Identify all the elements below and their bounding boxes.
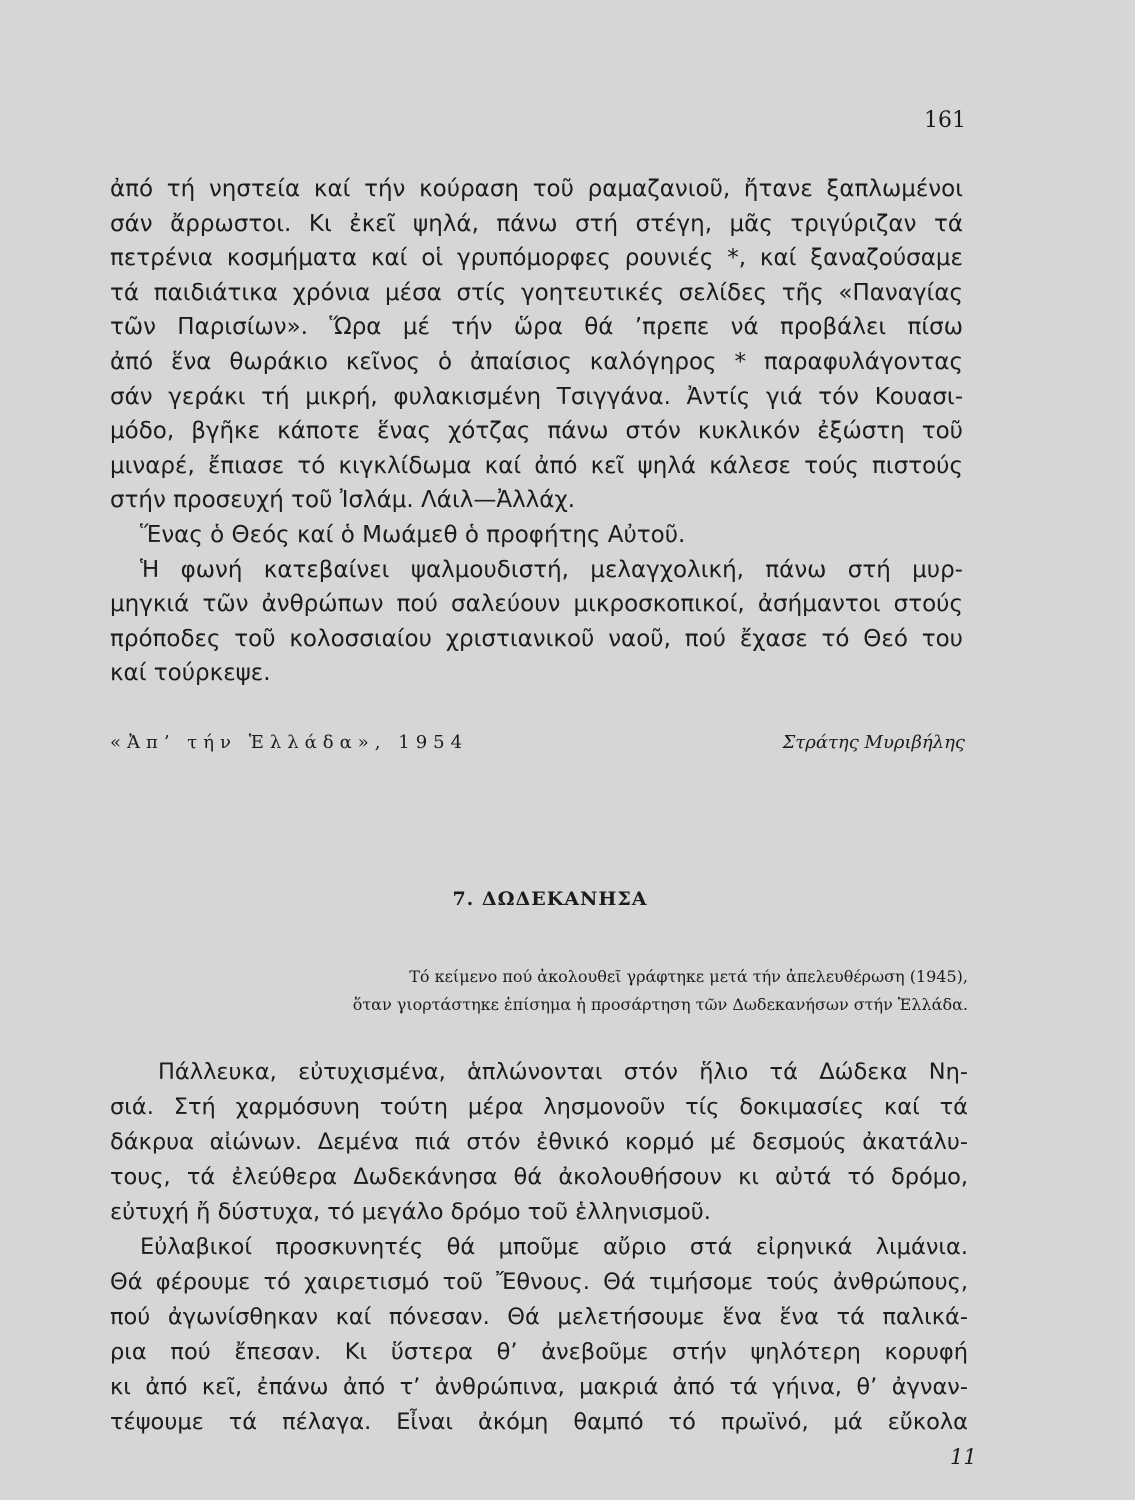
text-line: Θά φέρουμε τό χαιρετισμό τοῦ Ἔθνους. Θά τιμήσομε τούς ἀνθρώπους, (110, 1269, 968, 1295)
source-author: Στράτης Μυριβήλης (782, 732, 965, 753)
text-line: Πάλλευκα, εὐτυχισμένα, ἁπλώνονται στόν ἥλιο τά Δώδεκα Νη- (158, 1059, 968, 1085)
text-line: μόδο, βγῆκε κάποτε ἕνας χότζας πάνω στόν κυκλικόν ἐξώστη τοῦ (110, 418, 963, 445)
text-line: ἀπό ἕνα θωράκιο κεῖνος ὁ ἀπαίσιος καλόγηρος * παραφυλάγοντας (110, 348, 963, 375)
text-line: μιναρέ, ἔπιασε τό κιγκλίδωμα καί ἀπό κεῖ ψηλά κάλεσε τούς πιστούς (110, 452, 963, 479)
text-line: σάν γεράκι τή μικρή, φυλακισμένη Τσιγγάνα. Ἀντίς γιά τόν Κουασι- (110, 383, 963, 410)
text-line: ἀπό τή νηστεία καί τήν κούραση τοῦ ραμαζανιοῦ, ἤτανε ξαπλωμένοι (110, 176, 963, 202)
text-line: καί τούρκεψε. (110, 660, 271, 687)
intro-line: Τό κείμενο πού ἀκολουθεῖ γράφτηκε μετά τήν ἀπελευθέρωση (1945), (409, 967, 968, 986)
text-line: μηγκιά τῶν ἀνθρώπων πού σαλεύουν μικροσκοπικοί, ἀσήμαντοι στούς (110, 591, 963, 618)
text-line: πρόποδες τοῦ κολοσσιαίου χριστιανικοῦ ναοῦ, πού ἔχασε τό Θεό του (110, 625, 963, 652)
text-line: σάν ἄρρωστοι. Κι ἐκεῖ ψηλά, πάνω στή στέγη, μᾶς τριγύριζαν τά (110, 210, 963, 237)
section-title: 7. ΔΩΔΕΚΑΝΗΣΑ (452, 888, 648, 910)
text-line: δάκρυα αἰώνων. Δεμένα πιά στόν ἐθνικό κορμό μέ δεσμούς ἀκατάλυ- (110, 1129, 968, 1155)
text-line: τέψουμε τά πέλαγα. Εἶναι ἀκόμη θαμπό τό πρωϊνό, μά εὔκολα (110, 1409, 968, 1435)
text-line: πού ἀγωνίσθηκαν καί πόνεσαν. Θά μελετήσουμε ἕνα ἕνα τά παλικά- (110, 1304, 968, 1330)
text-line: ρια πού ἔπεσαν. Κι ὕστερα θ’ ἀνεβοῦμε στήν ψηλότερη κορυφή (110, 1339, 968, 1365)
text-line: εὐτυχή ἤ δύστυχα, τό μεγάλο δρόμο τοῦ ἑλληνισμοῦ. (110, 1199, 711, 1225)
text-line: τά παιδιάτικα χρόνια μέσα στίς γοητευτικές σελίδες τῆς «Παναγίας (110, 279, 963, 306)
text-line: κι ἀπό κεῖ, ἐπάνω ἀπό τ’ ἀνθρώπινα, μακριά ἀπό τά γήινα, θ’ ἀγναν- (110, 1374, 968, 1400)
intro-line: ὅταν γιορτάστηκε ἐπίσημα ἡ προσάρτηση τῶν Δωδεκανήσων στήν Ἑλλάδα. (352, 995, 968, 1014)
text-line: πετρένια κοσμήματα καί οἱ γρυπόμορφες ρουνιές *, καί ξαναζούσαμε (110, 245, 963, 272)
text-line: τῶν Παρισίων». Ὥρα μέ τήν ὥρα θά ’πρεπε νά προβάλει πίσω (110, 314, 963, 341)
source-citation (110, 732, 965, 762)
text-line: τους, τά ἐλεύθερα Δωδεκάνησα θά ἀκολουθήσουν κι αὐτά τό δρόμο, (110, 1164, 968, 1190)
text-line: στήν προσευχή τοῦ Ἰσλάμ. Λάιλ—Ἀλλάχ. (110, 487, 576, 514)
text-line: σιά. Στή χαρμόσυνη τούτη μέρα λησμονοῦν τίς δοκιμασίες καί τά (110, 1094, 968, 1120)
section-2-text (110, 1055, 968, 1440)
text-line: Εὐλαβικοί προσκυνητές θά μποῦμε αὔριο στά εἰρηνικά λιμάνια. (140, 1234, 968, 1260)
page-number-bottom: 11 (950, 1445, 977, 1469)
section-intro-note (168, 963, 968, 1019)
text-line: Ἕνας ὁ Θεός καί ὁ Μωάμεθ ὁ προφήτης Αὐτοῦ. (140, 521, 686, 548)
text-line: Ἡ φωνή κατεβαίνει ψαλμουδιστή, μελαγχολική, πάνω στή μυρ- (140, 556, 963, 583)
source-title: «Ἀπ’ τήν Ἑλλάδα», 1954 (110, 732, 469, 753)
page-number-top: 161 (924, 108, 966, 133)
section-1-text (110, 172, 963, 691)
